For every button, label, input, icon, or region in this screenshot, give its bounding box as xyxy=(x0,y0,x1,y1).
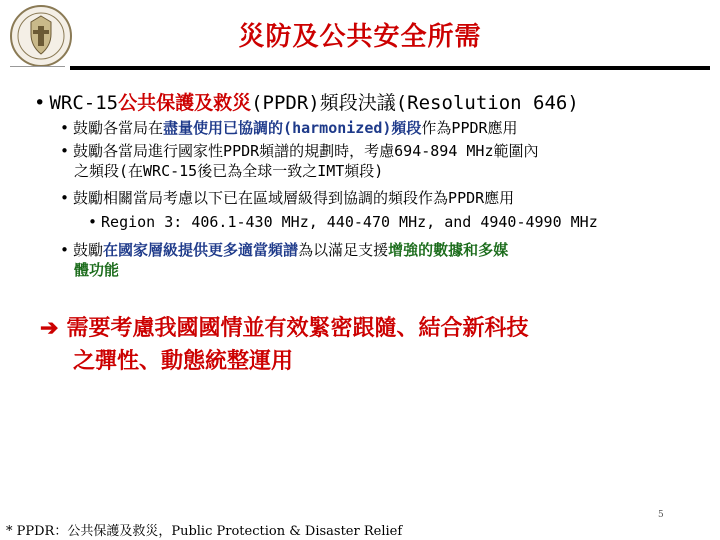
sub4-mid: 為以滿足支援 xyxy=(298,241,389,259)
bullet-dot: • xyxy=(60,241,70,259)
region3-bands: Region 3: 406.1-430 MHz, 440-470 MHz, and 4940-4990 MHz xyxy=(101,213,598,231)
bullet-wrc15-suffix: (PPDR)頻段決議(Resolution 646) xyxy=(251,92,579,114)
bullet-dot: • xyxy=(60,189,70,207)
bullet-wrc15-prefix: WRC-15 xyxy=(49,92,119,114)
bullet-dot: • xyxy=(60,119,70,137)
bullet-dot: • xyxy=(88,213,98,231)
conclusion xyxy=(40,312,528,378)
title-divider xyxy=(70,66,710,70)
sub4-line2: 體功能 xyxy=(74,261,120,279)
bullet-dot: • xyxy=(60,142,70,160)
sub4-pre: 鼓勵 xyxy=(73,241,104,259)
sub2-line2: 之頻段(在WRC-15後已為全球一致之IMT頻段) xyxy=(74,162,384,180)
page-number: 5 xyxy=(658,510,664,520)
conclusion-line1: 需要考慮我國國情並有效緊密跟隨、結合新科技 xyxy=(66,315,529,341)
slide-title: 災防及公共安全所需 xyxy=(238,22,482,52)
right-arrow-icon: ➔ xyxy=(40,315,59,341)
footnote: * PPDR：公共保護及救災，Public Protection & Disaster Relief xyxy=(6,524,403,539)
sub1-post: 作為PPDR應用 xyxy=(421,119,518,137)
bullet-wrc15-highlight: 公共保護及救災 xyxy=(118,92,252,114)
sub-bullet-more-spectrum xyxy=(60,240,700,280)
sub4-highlight1: 在國家層級提供更多適當頻譜 xyxy=(103,241,299,259)
conclusion-line2: 之彈性、動態統整運用 xyxy=(73,348,294,374)
title-divider-short xyxy=(10,66,65,67)
bullet-dot: • xyxy=(34,92,46,114)
sub-bullet-harmonized xyxy=(60,118,700,138)
bullet-wrc15 xyxy=(34,88,579,115)
sub-bullet-regional xyxy=(60,188,700,208)
sub3-text: 鼓勵相關當局考慮以下已在區域層級得到協調的頻段作為PPDR應用 xyxy=(73,189,515,207)
sub1-pre: 鼓勵各當局在 xyxy=(73,119,164,137)
sub2-line1: 鼓勵各當局進行國家性PPDR頻譜的規劃時，考慮694-894 MHz範圍內 xyxy=(73,142,539,160)
sub4-highlight2: 增強的數據和多媒 xyxy=(388,241,509,259)
sub1-highlight: 盡量使用已協調的(harmonized)頻段 xyxy=(163,119,422,137)
sub-bullet-national-planning xyxy=(60,141,700,181)
sub-sub-bullet-region3 xyxy=(88,213,598,231)
